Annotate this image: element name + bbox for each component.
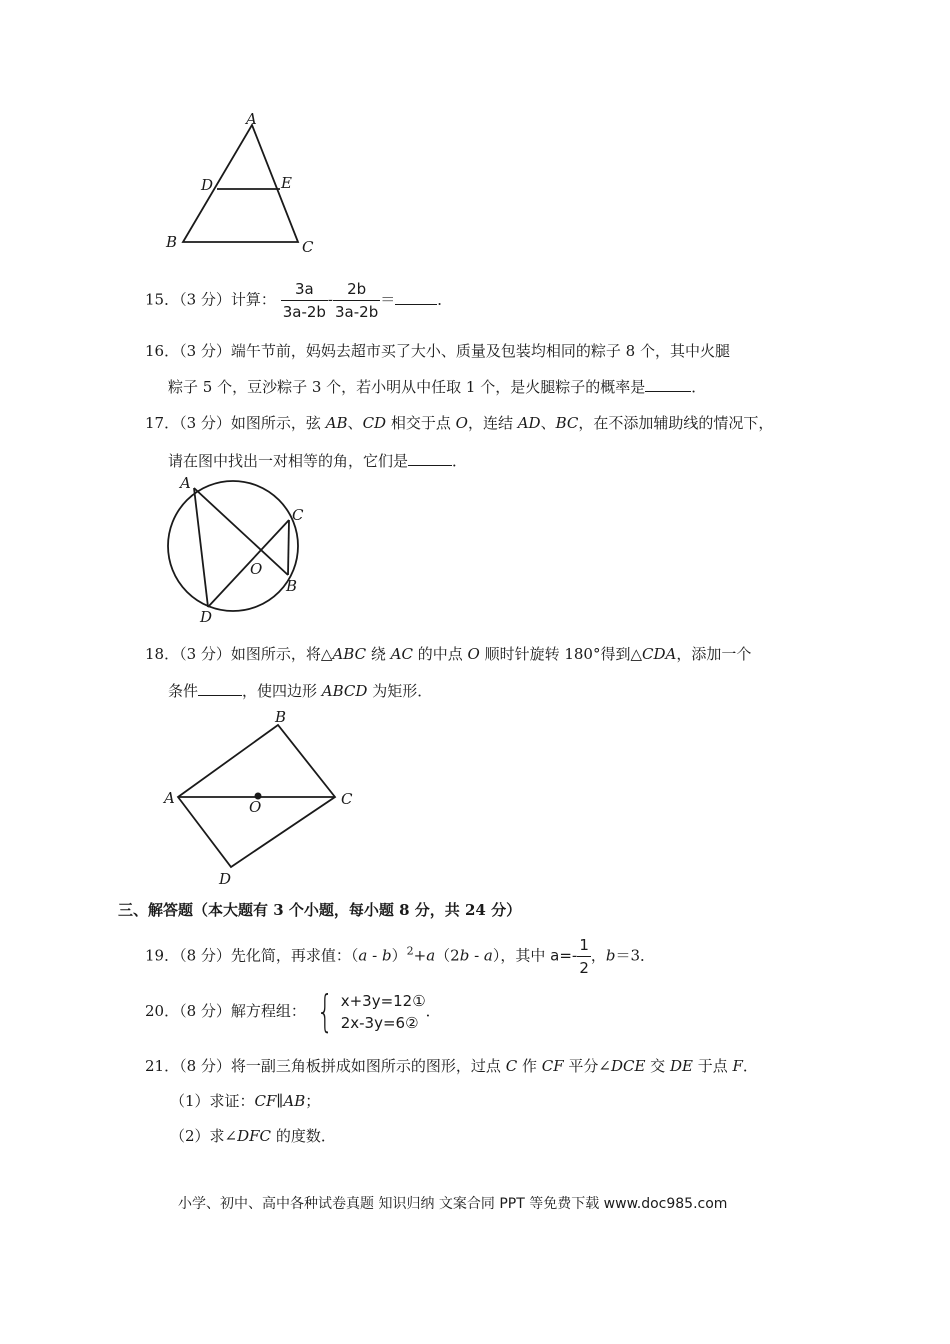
q15-text: 计算： bbox=[230, 290, 276, 309]
q17-answer-blank[interactable] bbox=[408, 450, 452, 466]
label-a: A bbox=[164, 789, 175, 807]
q17-sep-1: 、 bbox=[347, 414, 363, 432]
section-3-heading: 三、解答题（本大题有 3 个小题，每小题 8 分，共 24 分） bbox=[118, 901, 522, 919]
q18-abc: ABC bbox=[332, 645, 367, 663]
q15-equals: ＝ bbox=[380, 290, 396, 309]
q19-a3: a bbox=[483, 946, 493, 965]
q16-line-2: 粽子 5 个，豆沙粽子 3 个，若小明从中任取 1 个，是火腿粽子的概率是 bbox=[168, 378, 646, 396]
question-17 bbox=[145, 412, 773, 433]
q15-end: ． bbox=[437, 290, 453, 309]
q21-sub2-angle: DFC bbox=[237, 1127, 272, 1145]
q17-score: （3 分） bbox=[179, 414, 231, 432]
label-c: C bbox=[341, 790, 353, 808]
q15-minus: - bbox=[327, 290, 333, 309]
q19-score: （8 分） bbox=[179, 946, 231, 965]
label-c: C bbox=[292, 506, 304, 524]
q18-score: （3 分） bbox=[179, 645, 231, 663]
question-17-line-2 bbox=[168, 450, 467, 471]
q17-o: O bbox=[455, 414, 468, 432]
q15-fraction-2 bbox=[333, 280, 380, 321]
q21-text-5: 于点 bbox=[692, 1057, 733, 1075]
question-15 bbox=[145, 280, 452, 321]
q21-text-1: 将一副三角板拼成如图所示的图形，过点 bbox=[230, 1057, 506, 1075]
question-19 bbox=[145, 936, 655, 977]
q20-equation-system bbox=[311, 986, 426, 1037]
q17-line-2: 请在图中找出一对相等的角，它们是 bbox=[168, 452, 409, 470]
q21-text-4: 交 bbox=[645, 1057, 670, 1075]
question-16 bbox=[145, 340, 730, 361]
page-footer: 小学、初中、高中各种试卷真题 知识归纳 文案合同 PPT 等免费下载 www.doc985.com bbox=[178, 1196, 728, 1212]
q18-abcd: ABCD bbox=[321, 682, 368, 700]
q17-text-2: 相交于点 bbox=[386, 414, 456, 432]
q18-line-2b: ，使四边形 bbox=[242, 682, 322, 700]
q19-text-8: ， bbox=[590, 946, 606, 965]
q18-text-4: 顺时针旋转 180°得到△ bbox=[479, 645, 642, 663]
q17-cd: CD bbox=[362, 414, 387, 432]
q19-a-equals: a=- bbox=[550, 946, 578, 965]
label-e: E bbox=[281, 174, 292, 192]
question-20 bbox=[145, 986, 441, 1037]
q18-answer-blank[interactable] bbox=[198, 680, 242, 696]
q19-half-numerator: 1 bbox=[579, 936, 589, 954]
q21-sub1-prefix: （1）求证： bbox=[170, 1092, 255, 1110]
q19-b2: b bbox=[459, 946, 470, 965]
question-18 bbox=[145, 643, 751, 664]
q17-sep-2: 、 bbox=[540, 414, 556, 432]
q19-a2: a bbox=[426, 946, 436, 965]
quadrilateral-figure bbox=[158, 704, 368, 890]
q17-bc: BC bbox=[555, 414, 579, 432]
label-b: B bbox=[166, 233, 178, 251]
q17-end: ． bbox=[452, 452, 468, 470]
q19-a1: a bbox=[358, 946, 368, 965]
q16-answer-blank[interactable] bbox=[645, 376, 691, 392]
q21-text-2: 作 bbox=[517, 1057, 542, 1075]
label-a: A bbox=[180, 474, 191, 492]
q18-text-5: ，添加一个 bbox=[676, 645, 752, 663]
label-b: B bbox=[286, 577, 298, 595]
q15-fraction-1 bbox=[281, 280, 328, 321]
q19-b1: b bbox=[381, 946, 392, 965]
q20-text: 解方程组： bbox=[230, 1002, 306, 1020]
q16-line-1: 端午节前，妈妈去超市买了大小、质量及包装均相同的粽子 8 个，其中火腿 bbox=[230, 342, 730, 360]
q19-text-2: - bbox=[367, 946, 382, 965]
q21-number: 21． bbox=[145, 1057, 180, 1075]
q21-c: C bbox=[505, 1057, 518, 1075]
q19-text-3: ） bbox=[391, 946, 407, 965]
q15-frac2-denominator: 3a-2b bbox=[333, 300, 380, 321]
q19-text-5: （2 bbox=[435, 946, 460, 965]
q16-number: 16． bbox=[145, 342, 180, 360]
q15-score: （3 分） bbox=[179, 290, 231, 309]
q17-ad: AD bbox=[517, 414, 541, 432]
q19-text-9: ＝3． bbox=[615, 946, 656, 965]
q20-score: （8 分） bbox=[179, 1002, 231, 1020]
label-o: O bbox=[250, 560, 263, 578]
triangle-figure bbox=[160, 110, 330, 260]
q18-text-1: 如图所示，将△ bbox=[230, 645, 333, 663]
q15-number: 15． bbox=[145, 290, 180, 309]
q16-end: ． bbox=[691, 378, 707, 396]
q19-b3: b bbox=[605, 946, 616, 965]
q20-end: ． bbox=[425, 1002, 441, 1020]
question-21-sub-1 bbox=[170, 1090, 320, 1111]
q17-number: 17． bbox=[145, 414, 180, 432]
q18-o: O bbox=[467, 645, 480, 663]
q18-number: 18． bbox=[145, 645, 180, 663]
label-d: D bbox=[200, 608, 213, 626]
question-18-line-2 bbox=[168, 680, 432, 701]
q15-frac1-numerator: 3a bbox=[294, 280, 314, 298]
q21-text-6: ． bbox=[742, 1057, 758, 1075]
q19-text-7: ），其中 bbox=[492, 946, 551, 965]
q19-half-fraction bbox=[577, 936, 591, 977]
q21-text-3: 平分∠ bbox=[563, 1057, 611, 1075]
q17-ab: AB bbox=[325, 414, 348, 432]
q21-sub1-expr: CF∥AB bbox=[254, 1092, 306, 1110]
q17-text-4: ，在不添加辅助线的情况下， bbox=[578, 414, 774, 432]
q19-text-4: + bbox=[413, 946, 427, 965]
q15-frac1-denominator: 3a-2b bbox=[281, 300, 328, 321]
q21-score: （8 分） bbox=[179, 1057, 231, 1075]
chord-ab bbox=[194, 488, 288, 575]
question-21-sub-2 bbox=[170, 1125, 336, 1146]
circle-figure bbox=[158, 470, 318, 630]
q19-text-6: - bbox=[469, 946, 484, 965]
label-o: O bbox=[249, 798, 262, 816]
q20-equation-2: 2x-3y=6② bbox=[340, 1014, 419, 1032]
q18-text-3: 的中点 bbox=[412, 645, 468, 663]
q21-sub2-end: 的度数． bbox=[271, 1127, 336, 1145]
label-b: B bbox=[275, 708, 287, 726]
circle bbox=[168, 481, 298, 611]
q15-frac2-numerator: 2b bbox=[347, 280, 367, 298]
q20-number: 20． bbox=[145, 1002, 180, 1020]
q18-line-2a: 条件 bbox=[168, 682, 199, 700]
q18-cda: CDA bbox=[642, 645, 677, 663]
segment-ad bbox=[194, 488, 208, 607]
q19-half-denominator: 2 bbox=[577, 956, 591, 977]
label-d: D bbox=[219, 870, 232, 888]
question-21 bbox=[145, 1055, 758, 1076]
q19-number: 19． bbox=[145, 946, 180, 965]
label-c: C bbox=[302, 238, 314, 256]
q21-sub2-prefix: （2）求∠ bbox=[170, 1127, 238, 1145]
q20-equation-1: x+3y=12① bbox=[340, 992, 426, 1010]
q21-sub1-end: ； bbox=[305, 1092, 321, 1110]
q16-score: （3 分） bbox=[179, 342, 231, 360]
label-d: D bbox=[201, 176, 214, 194]
q15-answer-blank[interactable] bbox=[395, 289, 437, 305]
q17-text-1: 如图所示，弦 bbox=[230, 414, 326, 432]
question-16-line-2 bbox=[168, 376, 706, 397]
segment-bc bbox=[288, 520, 289, 575]
brace-icon: { bbox=[316, 986, 334, 1037]
q18-ac: AC bbox=[390, 645, 413, 663]
q19-exponent: 2 bbox=[406, 944, 414, 958]
q17-text-3: ，连结 bbox=[467, 414, 518, 432]
label-a: A bbox=[246, 110, 257, 128]
q21-f: F bbox=[732, 1057, 743, 1075]
q21-de: DE bbox=[669, 1057, 693, 1075]
q21-cf: CF bbox=[541, 1057, 564, 1075]
q18-text-2: 绕 bbox=[366, 645, 391, 663]
q19-text-1: 先化简，再求值：（ bbox=[230, 946, 359, 965]
q18-line-2c: 为矩形． bbox=[367, 682, 433, 700]
q21-dce: DCE bbox=[610, 1057, 646, 1075]
